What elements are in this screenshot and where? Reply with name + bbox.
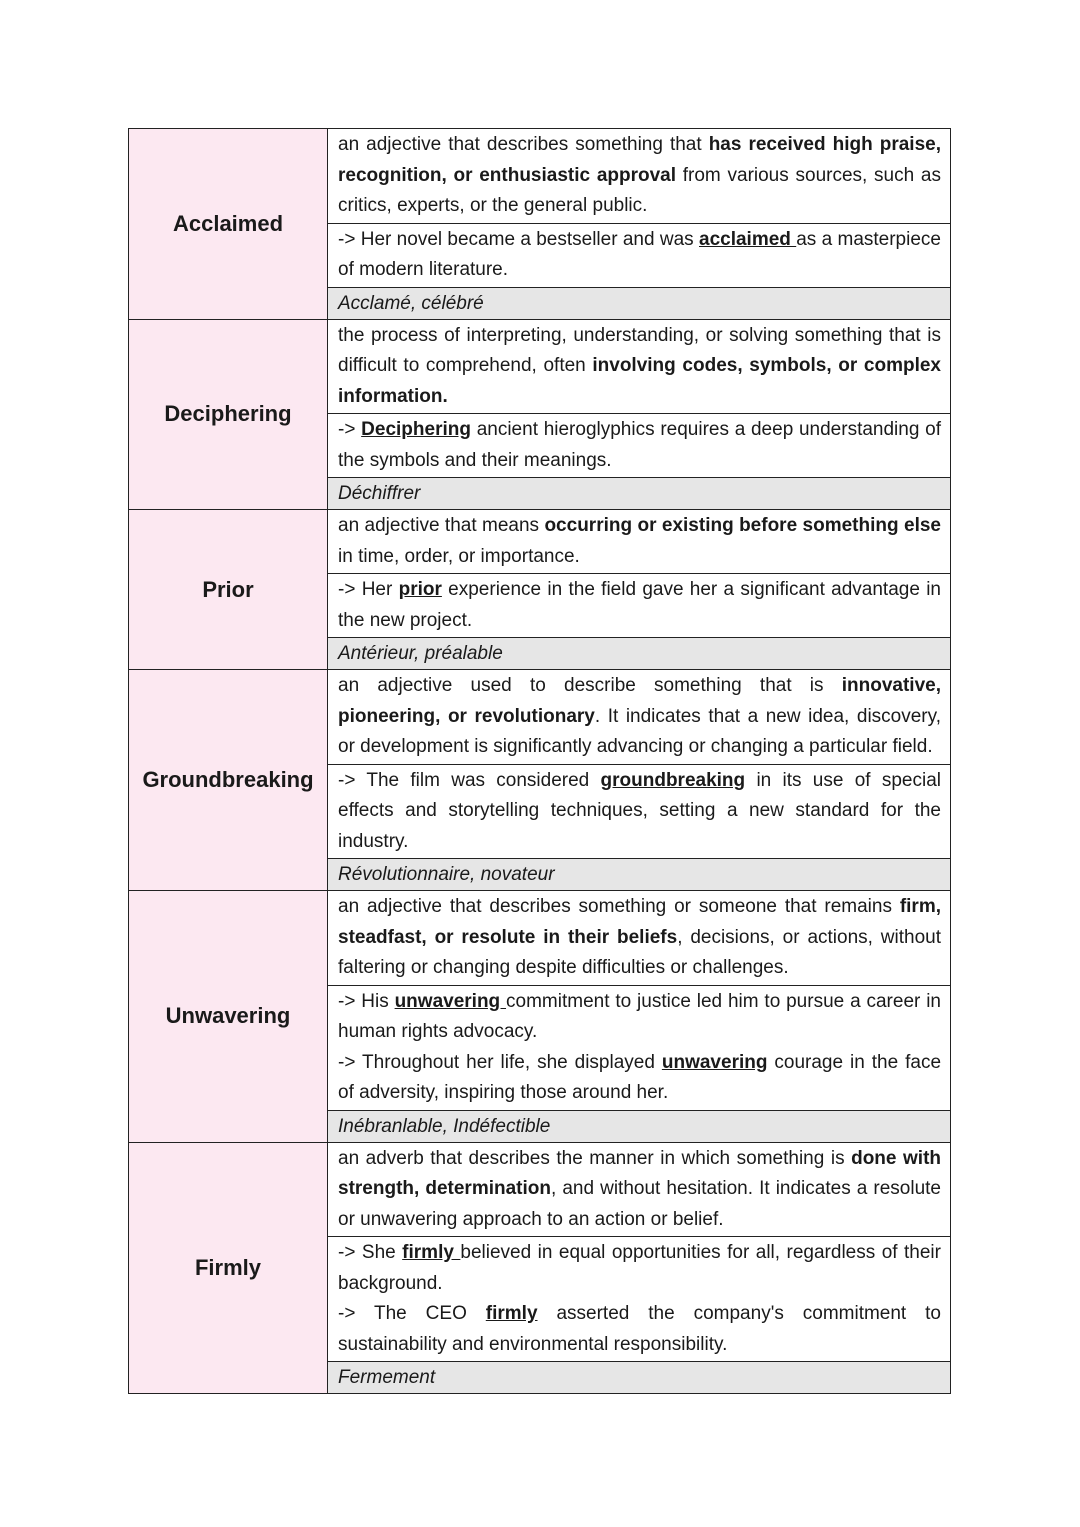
text-bold: involving codes, symbols, or complex information. — [338, 355, 941, 407]
text-segment: -> Her — [338, 579, 399, 600]
example-cell — [328, 414, 951, 478]
text-segment: experience in the field gave her a significant advantage in the new project. — [338, 579, 941, 631]
entry-row — [129, 510, 951, 574]
text-segment: in its use of special effects and storytelling techniques, setting a new standard for the industry. — [338, 769, 941, 852]
definition-cell — [328, 129, 951, 224]
text-segment: -> Throughout her life, she displayed — [338, 1051, 662, 1073]
example-cell — [328, 764, 951, 859]
example-sentence — [338, 1299, 941, 1360]
french-translation: Acclamé, célébré — [328, 287, 951, 319]
keyword-underlined: Deciphering — [361, 419, 471, 440]
entry-row — [129, 1142, 951, 1237]
french-translation: Fermement — [328, 1362, 951, 1394]
example-cell — [328, 985, 951, 1110]
keyword-underlined: prior — [398, 579, 442, 600]
text-bold: firm, steadfast, or resolute in their beliefs — [338, 896, 941, 948]
text-bold: innovative, pioneering, or revolutionary — [338, 675, 941, 727]
text-segment: -> — [338, 419, 362, 440]
vocab-term: Deciphering — [129, 319, 328, 510]
text-segment: the process of interpreting, understanding, or solving something that is difficult to comprehend, often — [338, 324, 941, 376]
entry-row — [129, 891, 951, 986]
definition-cell — [328, 510, 951, 574]
text-segment: from various sources, such as critics, experts, or the general public. — [338, 164, 941, 216]
vocabulary-table — [128, 128, 951, 1394]
vocab-term: Prior — [129, 510, 328, 670]
text-segment: -> His — [338, 990, 395, 1012]
text-segment: an adjective that describes something or someone that remains — [338, 896, 900, 917]
text-segment: ancient hieroglyphics requires a deep understanding of the symbols and their meanings. — [338, 419, 941, 471]
example-sentence — [338, 766, 941, 858]
vocab-term: Groundbreaking — [129, 670, 328, 891]
text-segment: commitment to justice led him to pursue a career in human rights advocacy. — [338, 990, 941, 1042]
french-translation: Antérieur, préalable — [328, 638, 951, 670]
entry-row — [129, 670, 951, 765]
text-segment: , decisions, or actions, without faltering or changing despite difficulties or challenges. — [338, 926, 941, 978]
french-translation: Révolutionnaire, novateur — [328, 859, 951, 891]
text-segment: courage in the face of adversity, inspiring those around her. — [338, 1051, 942, 1103]
entry-row — [129, 319, 951, 414]
definition-cell — [328, 319, 951, 414]
entry-row — [129, 129, 951, 224]
text-segment: -> The CEO — [338, 1303, 486, 1324]
definition-cell — [328, 670, 951, 765]
keyword-underlined: acclaimed — [699, 228, 797, 250]
vocab-term: Acclaimed — [129, 129, 328, 320]
definition-cell — [328, 1142, 951, 1237]
text-bold: done with strength, determination — [338, 1147, 941, 1199]
keyword-underlined: groundbreaking — [600, 769, 746, 791]
vocabulary-body — [129, 129, 951, 1394]
keyword-underlined: unwavering — [394, 990, 507, 1012]
text-segment: an adjective used to describe something that is — [338, 675, 842, 696]
example-sentence — [338, 1238, 941, 1299]
example-cell — [328, 1237, 951, 1362]
text-segment: . It indicates that a new idea, discovery, or development is significantly advancing or changing a particular field. — [338, 705, 941, 757]
example-cell — [328, 223, 951, 287]
text-segment: -> Her novel became a bestseller and was — [338, 228, 699, 250]
text-segment: an adverb that describes the manner in which something is — [338, 1147, 852, 1169]
example-sentence — [338, 575, 941, 636]
example-sentence — [338, 987, 941, 1048]
french-translation: Inébranlable, Indéfectible — [328, 1110, 951, 1142]
example-sentence — [338, 1048, 941, 1109]
vocab-term: Firmly — [129, 1142, 328, 1394]
example-sentence — [338, 415, 941, 476]
text-segment: an adjective that describes something that — [338, 134, 709, 155]
text-segment: -> She — [338, 1242, 403, 1263]
keyword-underlined: firmly — [402, 1242, 461, 1263]
text-segment: in time, order, or importance. — [338, 545, 580, 567]
example-cell — [328, 574, 951, 638]
text-segment: an adjective that means — [338, 515, 545, 536]
text-bold: has received high praise, recognition, or enthusiastic approval — [338, 134, 941, 186]
text-segment: , and without hesitation. It indicates a resolute or unwavering approach to an action or belief. — [338, 1178, 942, 1230]
text-segment: -> The film was considered — [338, 769, 601, 791]
text-segment: asserted the company's commitment to sustainability and environmental responsibility. — [338, 1303, 941, 1355]
definition-cell — [328, 891, 951, 986]
text-segment: as a masterpiece of modern literature. — [338, 228, 941, 280]
vocab-term: Unwavering — [129, 891, 328, 1143]
example-sentence — [338, 225, 941, 286]
text-segment: believed in equal opportunities for all, regardless of their background. — [338, 1242, 941, 1294]
keyword-underlined: unwavering — [661, 1051, 768, 1073]
french-translation: Déchiffrer — [328, 478, 951, 510]
keyword-underlined: firmly — [485, 1303, 538, 1324]
text-bold: occurring or existing before something else — [544, 515, 941, 536]
